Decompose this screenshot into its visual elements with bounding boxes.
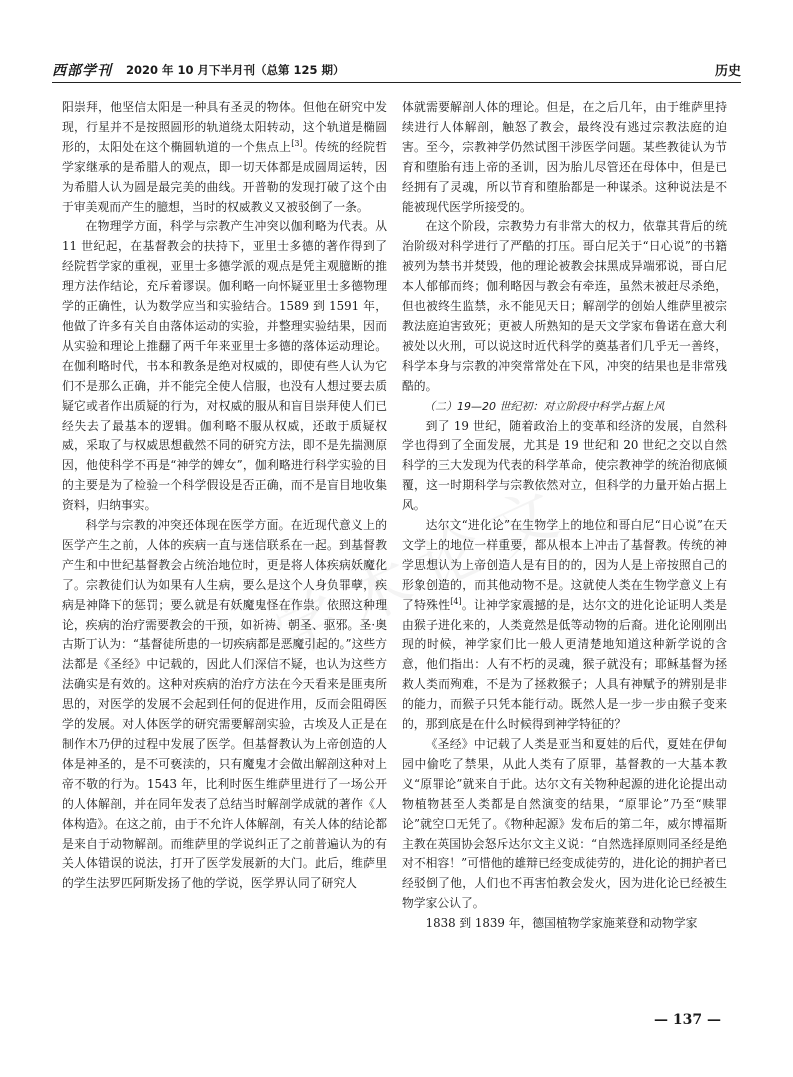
- paragraph-text: 达尔文“进化论”在生物学上的地位和哥白尼“日心说”在天文学上的地位一样重要，都从根本上冲击了基督教。传统的神学思想认为上帝创造人是有目的的，因为人是上帝按照自己的形象创造的，而其他动物不是。这就使人类在生物学意义上有了特殊性: [402, 518, 727, 612]
- paragraph-text: 1838 到 1839 年，德国植物学家施莱登和动物学家: [425, 916, 698, 931]
- paragraph-text: 。传统的经院哲学家继承的是希腊人的观点，即一切天体都是成圆周运转，因为希腊人认为圆是最完美的曲线。开普勒的发现打破了这个由于审美观而产生的臆想，当时的权威教义又被驳倒了一条。: [62, 139, 387, 214]
- paragraph-text: 阳崇拜，他坚信太阳是一种具有圣灵的物体。但他在研究中发现，行星并不是按照圆形的轨道绕太阳转动，这个轨道是椭圆形的，太阳处在这个椭圆轨道的一个焦点上: [62, 100, 387, 154]
- body-paragraph: [62, 516, 387, 894]
- body-paragraph: [402, 98, 727, 217]
- paragraph-text: 体就需要解剖人体的理论。但是，在之后几年，由于维萨里持续进行人体解剖，触怒了教会，最终没有逃过宗教法庭的迫害。至今，宗教神学仍然试图干涉医学问题。某些教徒认为节育和堕胎有违上帝的圣训，因为胎儿尽管还在母体中，但是已经拥有了灵魂，所以节育和堕胎都是一种谋杀。这种说法是不能被现代医学所接受的。: [402, 100, 727, 214]
- paragraph-text: 科学与宗教的冲突还体现在医学方面。在近现代意义上的医学产生之前，人体的疾病一直与迷信联系在一起。到基督教产生和中世纪基督教会占统治地位时，更是将人体疾病妖魔化了。宗教徒们认为如果有人生病，要么是这个人身负罪孽，疾病是神降下的惩罚；要么就是有妖魔鬼怪在作祟。依照这种理论，疾病的治疗需要教会的干预，如祈祷、朝圣、驱邪。圣·奥古斯丁认为：“基督徒所患的一切疾病都是恶魔引起的。”这些方法都是《圣经》中记载的，因此人们深信不疑，也认为这些方法确实是有效的。这种对疾病的治疗方法在今天看来是匪夷所思的，对医学的发展不会起到任何的促进作用，反而会阻碍医学的发展。对人体医学的研究需要解剖实验，古埃及人正是在制作木乃伊的过程中发展了医学。但基督教认为上帝创造的人体是神圣的，是不可亵渎的，只有魔鬼才会做出解剖这种对上帝不敬的行为。1543 年，比利时医生维萨里进行了一场公开的人体解剖，并在同年发表了总结当时解剖学成就的著作《人体构造》。在这之前，由于不允许人体解剖，有关人体的结论都是来自于动物解剖。而维萨里的学说纠正了之前普遍认为的有关人体错误的说法，打开了医学发展新的大门。此后，维萨里的学生法罗匹阿斯发扬了他的学说，医学界认同了研究人: [62, 518, 387, 891]
- paragraph-text: 《圣经》中记载了人类是亚当和夏娃的后代，夏娃在伊甸园中偷吃了禁果，从此人类有了原罪，基督教的一大基本教义“原罪论”就来自于此。达尔文有关物种起源的进化论提出动物植物甚至人类都是自然演变的结果，“原罪论”乃至“赎罪论”就空口无凭了。《物种起源》发布后的第二年，威尔博福斯主教在英国协会怒斥达尔文主义说：“自然选择原则同圣经是绝对不相容！”可惜他的雄辩已经变成徒劳的，进化论的拥护者已经驳倒了他，人们也不再害怕教会发火，因为进化论已经被生物学家公认了。: [402, 737, 727, 911]
- citation-marker: [4]: [450, 596, 462, 606]
- body-paragraph: [62, 98, 387, 217]
- body-paragraph: [402, 516, 727, 735]
- body-paragraph: [402, 217, 727, 396]
- journal-logo: 西部学刊: [52, 63, 112, 79]
- section-subheading: [402, 397, 727, 417]
- paragraph-text: 到了 19 世纪，随着政治上的变革和经济的发展，自然科学也得到了全面发展，尤其是 19 世纪和 20 世纪之交以自然科学的三大发现为代表的科学革命，使宗教神学的统治彻底倾覆，这一时期科学与宗教依然对立，但科学的力量开始占据上风。: [402, 418, 727, 513]
- page-number: — 137 —: [654, 1012, 721, 1028]
- right-column: [402, 98, 727, 934]
- paragraph-text: 。让神学家震撼的是，达尔文的进化论证明人类是由猴子进化来的，人类竟然是低等动物的后裔。进化论刚刚出现的时候，神学家们比一般人更清楚地知道这种新学说的含意，他们指出：人有不朽的灵魂，猴子就没有；耶稣基督为拯救人类而殉难，不是为了拯救猴子；人具有神赋予的辨别是非的能力，而猴子只凭本能行动。既然人是一步一步由猴子变来的，那到底是在什么时候得到神学特征的？: [402, 597, 727, 732]
- body-paragraph: [402, 735, 727, 914]
- paragraph-text: 在这个阶段，宗教势力有非常大的权力，依靠其背后的统治阶级对科学进行了严酷的打压。哥白尼关于“日心说”的书籍被列为禁书并焚毁，他的理论被教会抹黑成异端邪说，哥白尼本人郁郁而终；伽利略因与教会有牵连，虽然未被赶尽杀绝，但也被终生监禁，永不能见天日；解剖学的创始人维萨里被宗教法庭迫害致死；更被人所熟知的是天文学家布鲁诺在意大利被处以火刑，可以说这时近代科学的奠基者们几乎无一善终，科学本身与宗教的冲突常常处在下风，冲突的结果也是非常残酷的。: [402, 219, 727, 393]
- paragraph-text: 在物理学方面，科学与宗教产生冲突以伽利略为代表。从 11 世纪起，在基督教会的扶持下，亚里士多德的著作得到了经院哲学家的重视，亚里士多德学派的观点是凭主观臆断的推理方法作结论，充斥着谬误。伽利略一向怀疑亚里士多德物理学的正确性，认为数学应当和实验结合。1589 到 1591 年，他做了许多有关自由落体运动的实验，并整理实验结果，因而从实验和理论上推翻了两千年来亚里士多德的落体运动理论。在伽利略时代，书本和教条是绝对权威的，即使有些人认为它们不是那么正确，并不能完全使人信服，也没有人想过要去质疑它或者作出质疑的行为，对权威的服从和盲目崇拜使人们已经失去了最基本的逻辑。伽利略不服从权威，还敢于质疑权威，采取了与权威思想截然不同的研究方法，即不是先揣测原因，他使科学不再是“神学的婢女”，伽利略进行科学实验的目的主要是为了检验一个科学假设是否正确，而不是盲目地收集资料，归纳事实。: [62, 219, 387, 513]
- left-column: [62, 98, 387, 894]
- body-paragraph: [402, 417, 727, 517]
- body-paragraph: [62, 217, 387, 516]
- issue-info: 2020 年 10 月下半月刊（总第 125 期）: [126, 63, 345, 77]
- citation-marker: [3]: [291, 138, 303, 148]
- body-paragraph: [402, 914, 727, 934]
- paragraph-text: （二）19—20 世纪初：对立阶段中科学占据上风: [424, 399, 665, 413]
- section-name: 历史: [714, 64, 741, 79]
- running-header: [52, 58, 741, 83]
